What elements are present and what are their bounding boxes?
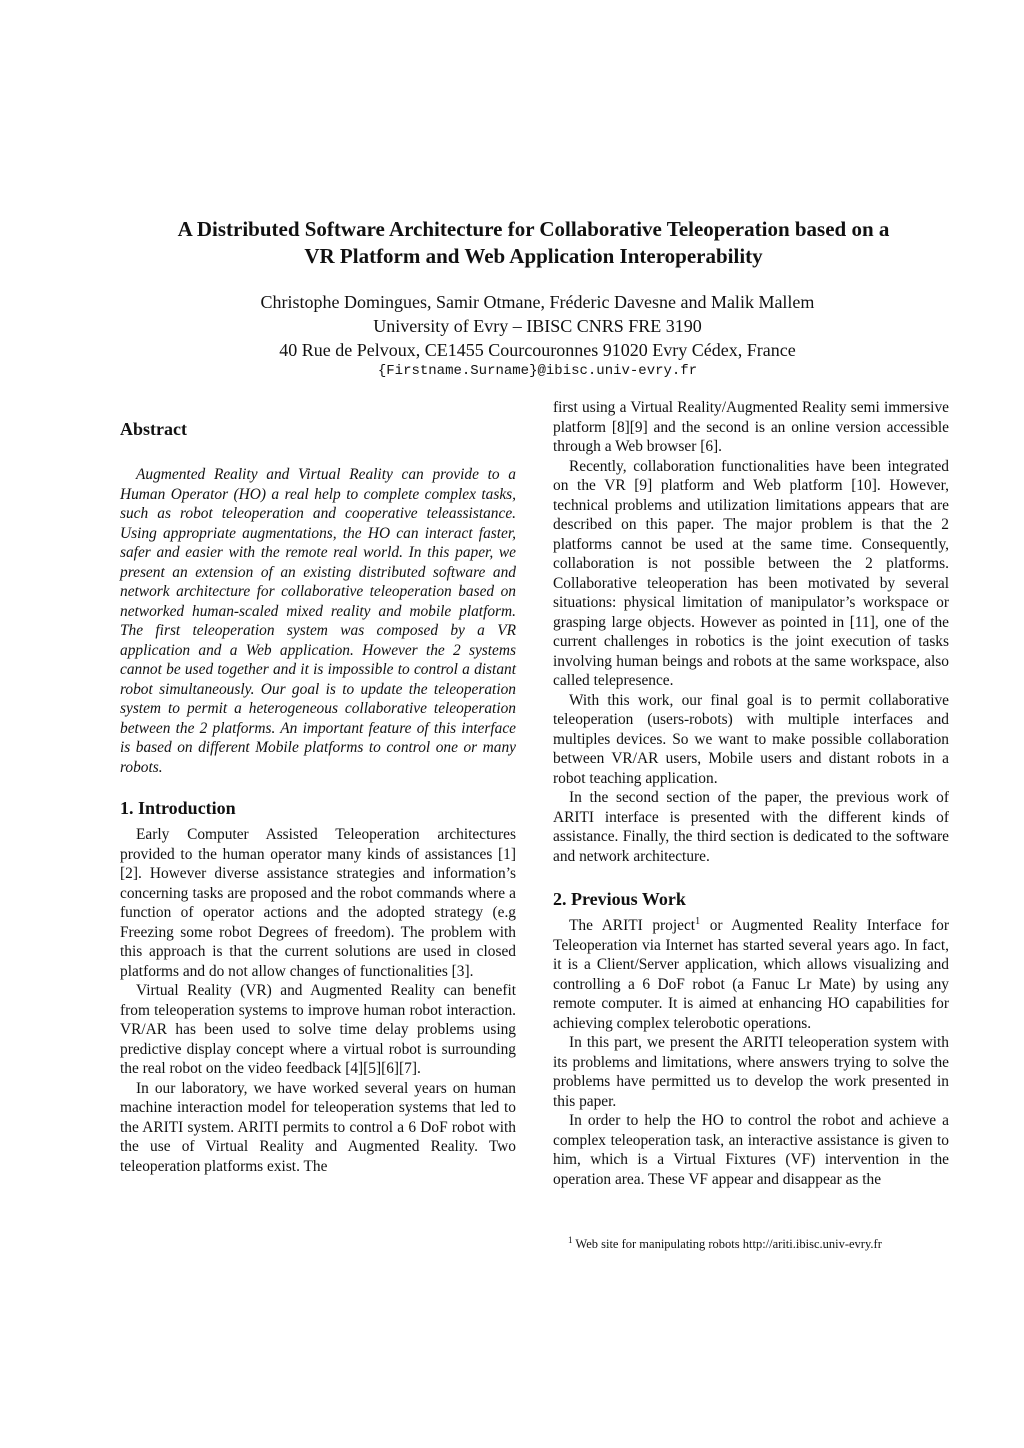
author-block [100,290,975,380]
intro-paragraph-4: Recently, collaboration functionalities have been integrated on the VR [9] platform and Web platform [10]. However, technical problems and utilization limitations appears that are described on this paper. The major problem is that the 2 platforms cannot be used at the same time. Consequently, collaboration is not possible between the 2 platforms. Collaborative teleoperation has been motivated by several situations: physical limitation of manipulator’s workspace or grasping large objects. However as pointed in [11], one of the current challenges in robotics is the joint execution of tasks involving human beings and robots at the same workspace, also called telepresence. [553,457,949,689]
abstract-text: Augmented Reality and Virtual Reality can provide to a Human Operator (HO) a real help to complete complex tasks, such as robot teleoperation and cooperative teleassistance. Using appropriate augmentations, the HO can interact faster, safer and easier with the remote real world. In this paper, we present an extension of an existing distributed software and network architecture for collaborative teleoperation based on networked human-scaled mixed reality and mobile platform. The first teleoperation system was composed by a VR application and a Web application. However the 2 systems cannot be used together and it is impossible to control a distant robot simultaneously. Our goal is to update the teleoperation system to permit a heterogeneous collaborative teleoperation between the 2 platforms. An important feature of this interface is based on different Mobile platforms to control one or many robots. [120,466,516,776]
previous-work-p1-start: The ARITI project [569,917,696,934]
intro-paragraph-2: Virtual Reality (VR) and Augmented Reality can benefit from teleoperation systems to improve human robot interaction. VR/AR has been used to solve time delay problems using predictive display concept where a virtual robot is surrounding the real robot on the video feedback [4][5][6][7]. [120,982,516,1077]
title-line-1: A Distributed Software Architecture for Collaborative Teleoperation based on a [177,217,890,241]
author-email: {Firstname.Surname}@ibisc.univ-evry.fr [377,363,698,379]
title-line-2: VR Platform and Web Application Interoperability [304,244,763,268]
intro-paragraph-3: In our laboratory, we have worked several years on human machine interaction model for teleoperation systems that led to the ARITI system. ARITI permits to control a 6 DoF robot with the use of Virtual Reality and Augmented Reality. Two teleoperation platforms exist. The [120,1079,516,1175]
footnote-marker: 1 [695,915,701,927]
previous-work-heading: 2. Previous Work [553,889,686,909]
right-column [553,398,949,1189]
previous-work-paragraph-1 [553,916,949,1033]
address: 40 Rue de Pelvoux, CE1455 Courcouronnes 91020 Evry Cédex, France [279,340,796,360]
intro-paragraph-5: With this work, our final goal is to permit collaborative teleoperation (users-robots) with multiple interfaces and multiples devices. So we want to make possible collaboration between VR/AR users, Mobile users and distant robots in a robot teaching application. [553,691,949,787]
paper-title [100,216,967,270]
previous-work-paragraph-3: In order to help the HO to control the robot and achieve a complex teleoperation task, an interactive assistance is given to him, which is a Virtual Fixtures (VF) intervention in the operation area. These VF appear and disappear as the [553,1112,949,1188]
intro-paragraph-6: In the second section of the paper, the previous work of ARITI interface is presented with the different kinds of assistance. Finally, the third section is dedicated to the software and network architecture. [553,789,949,865]
introduction-heading: 1. Introduction [120,798,236,818]
affiliation: University of Evry – IBISC CNRS FRE 3190 [373,316,702,336]
previous-work-p1-rest: or Augmented Reality Interface for Teleoperation via Internet has started several years ago. In fact, it is a Client/Server application, which allows visualizing and controlling a 6 DoF robot (a Fanuc Lr Mate) by using any remote computer. It is aimed at enhancing HO capabilities for achieving complex telerobotic operations. [553,917,949,1032]
intro-paragraph-3-continued: first using a Virtual Reality/Augmented Reality semi immersive platform [8][9] and the second is an online version accessible through a Web browser [6]. [553,399,949,455]
previous-work-paragraph-2: In this part, we present the ARITI teleoperation system with its problems and limitations, where answers trying to solve the problems have permitted us to develop the work presented in this paper. [553,1034,949,1110]
left-column [120,418,516,1176]
author-names: Christophe Domingues, Samir Otmane, Fréderic Davesne and Malik Mallem [260,292,815,312]
footnote-number: 1 [568,1235,573,1245]
intro-paragraph-1: Early Computer Assisted Teleoperation architectures provided to the human operator many kinds of assistances [1][2]. However diverse assistance strategies and information’s concerning tasks are proposed and the robot commands where a function of operator actions and the adopted strategy (e.g Freezing some robot Degrees of freedom). The problem with this approach is that the current solutions are used in closed platforms and do not allow changes of functionalities [3]. [120,826,516,980]
abstract-heading: Abstract [120,419,187,439]
footnote [568,1232,968,1252]
footnote-text: Web site for manipulating robots http://ariti.ibisc.univ-evry.fr [572,1237,882,1252]
